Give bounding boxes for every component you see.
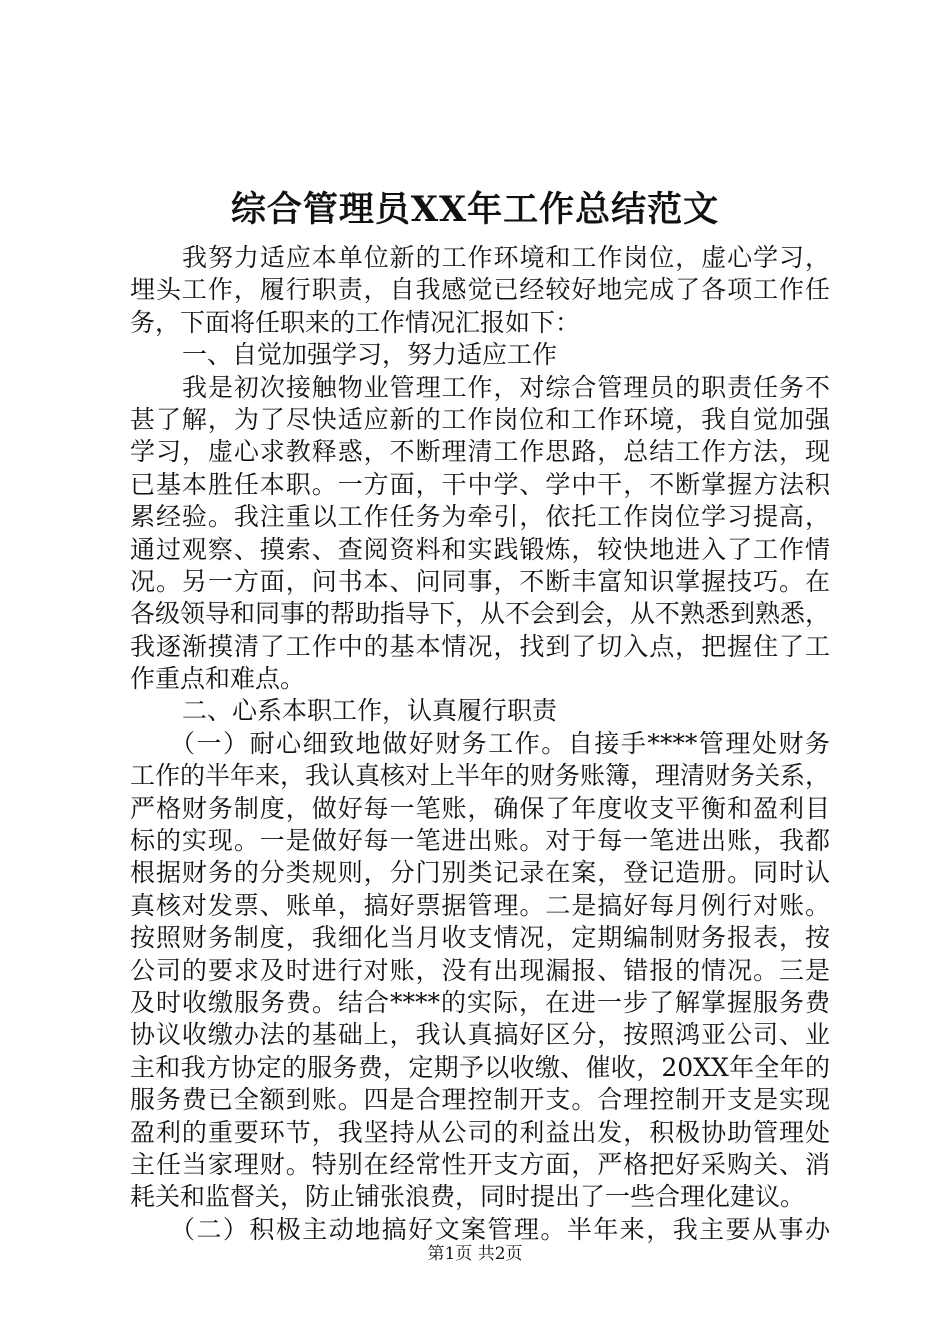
paragraph-line: 盈利的重要环节，我坚持从公司的利益出发，积极协助管理处 <box>130 1117 830 1147</box>
paragraph-line: 标的实现。一是做好每一笔进出账。对于每一笔进出账，我都 <box>130 826 830 856</box>
paragraph-line: 服务费已全额到账。四是合理控制开支。合理控制开支是实现 <box>130 1085 830 1115</box>
paragraph-line: 务，下面将任职来的工作情况汇报如下： <box>130 307 581 337</box>
paragraph-line: 况。另一方面，问书本、问同事，不断丰富知识掌握技巧。在 <box>130 566 830 596</box>
document-title: 综合管理员XX年工作总结范文 <box>230 189 720 230</box>
paragraph-line: 我努力适应本单位新的工作环境和工作岗位，虚心学习， <box>182 243 830 272</box>
paragraph-line: （一）耐心细致地做好财务工作。自接手****管理处财务 <box>170 728 830 758</box>
section-heading: 二、心系本职工作，认真履行职责 <box>182 696 558 726</box>
paragraph-line: （二）积极主动地搞好文案管理。半年来，我主要从事办 <box>170 1214 830 1244</box>
paragraph-line: 按照财务制度，我细化当月收支情况，定期编制财务报表，按 <box>130 923 830 953</box>
paragraph-line: 真核对发票、账单，搞好票据管理。二是搞好每月例行对账。 <box>130 890 830 920</box>
paragraph-line: 各级领导和同事的帮助指导下，从不会到会，从不熟悉到熟悉， <box>130 599 831 629</box>
paragraph-line: 已基本胜任本职。一方面，干中学、学中干，不断掌握方法积 <box>130 469 830 499</box>
document-body <box>130 242 830 1246</box>
paragraph-line: 公司的要求及时进行对账，没有出现漏报、错报的情况。三是 <box>130 955 830 985</box>
paragraph-line: 埋头工作，履行职责，自我感觉已经较好地完成了各项工作任 <box>130 275 830 305</box>
paragraph-line: 严格财务制度，做好每一笔账，确保了年度收支平衡和盈利目 <box>130 793 830 823</box>
paragraph-line: 根据财务的分类规则，分门别类记录在案，登记造册。同时认 <box>130 858 830 888</box>
paragraph-line: 主和我方协定的服务费，定期予以收缴、催收，20XX年全年的 <box>130 1052 830 1082</box>
paragraph-line: 我逐渐摸清了工作中的基本情况，找到了切入点，把握住了工 <box>130 631 830 661</box>
paragraph-line: 学习，虚心求教释惑，不断理清工作思路，总结工作方法，现 <box>130 437 830 467</box>
paragraph-line: 主任当家理财。特别在经常性开支方面，严格把好采购关、消 <box>130 1149 830 1179</box>
paragraph-line: 累经验。我注重以工作任务为牵引，依托工作岗位学习提高， <box>130 502 830 532</box>
paragraph-line: 协议收缴办法的基础上，我认真搞好区分，按照鸿亚公司、业 <box>130 1020 830 1050</box>
page-footer: 第1页 共2页 <box>427 1244 523 1264</box>
paragraph-line: 及时收缴服务费。结合****的实际，在进一步了解掌握服务费 <box>130 987 830 1017</box>
paragraph-line: 工作的半年来，我认真核对上半年的财务账簿，理清财务关系， <box>130 761 831 791</box>
paragraph-line: 耗关和监督关，防止铺张浪费，同时提出了一些合理化建议。 <box>130 1182 806 1212</box>
paragraph-line: 我是初次接触物业管理工作，对综合管理员的职责任务不 <box>182 372 830 402</box>
paragraph-line: 通过观察、摸索、查阅资料和实践锻炼，较快地进入了工作情 <box>130 534 830 564</box>
paragraph-line: 甚了解，为了尽快适应新的工作岗位和工作环境，我自觉加强 <box>130 404 830 434</box>
paragraph-line: 作重点和难点。 <box>130 664 306 694</box>
section-heading: 一、自觉加强学习，努力适应工作 <box>182 340 558 370</box>
